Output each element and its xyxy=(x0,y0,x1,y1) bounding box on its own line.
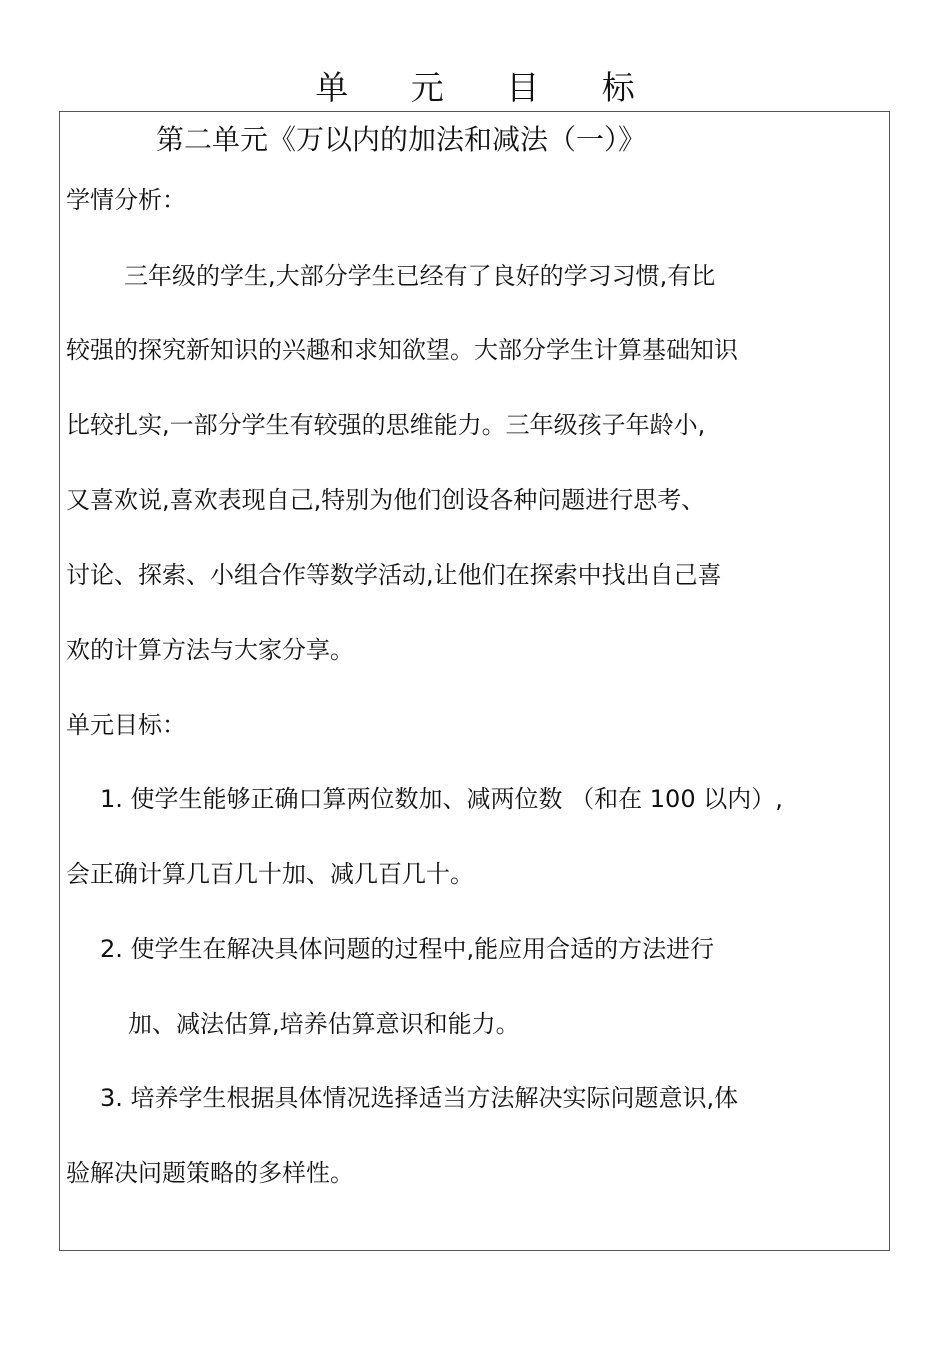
analysis-line-5: 讨论、探索、小组合作等数学活动,让他们在探索中找出自己喜 xyxy=(66,561,722,589)
goal-1-line-2: 会正确计算几百几十加、减几百几十。 xyxy=(66,860,474,888)
goal-3-line-1: 3. 培养学生根据具体情况选择适当方法解决实际问题意识,体 xyxy=(100,1084,739,1112)
analysis-label: 学情分析： xyxy=(66,186,186,214)
analysis-line-4: 又喜欢说,喜欢表现自己,特别为他们创设各种问题进行思考、 xyxy=(66,486,706,514)
page-title: 单 元 目 标 xyxy=(315,68,661,107)
analysis-line-2: 较强的探究新知识的兴趣和求知欲望。大部分学生计算基础知识 xyxy=(66,336,738,364)
analysis-line-3: 比较扎实,一部分学生有较强的思维能力。三年级孩子年龄小, xyxy=(66,411,706,439)
unit-heading: 第二单元《万以内的加法和减法（一）》 xyxy=(156,123,647,156)
goal-2-line-2: 加、减法估算,培养估算意识和能力。 xyxy=(128,1010,520,1038)
goal-2-line-1: 2. 使学生在解决具体问题的过程中,能应用合适的方法进行 xyxy=(100,935,715,963)
goal-3-line-2: 验解决问题策略的多样性。 xyxy=(66,1159,354,1187)
goals-label: 单元目标： xyxy=(66,711,186,739)
goal-1-line-1: 1. 使学生能够正确口算两位数加、减两位数 （和在 100 以内）, xyxy=(100,785,783,813)
analysis-line-6: 欢的计算方法与大家分享。 xyxy=(66,636,354,664)
analysis-line-1: 三年级的学生,大部分学生已经有了良好的学习习惯,有比 xyxy=(124,262,716,290)
